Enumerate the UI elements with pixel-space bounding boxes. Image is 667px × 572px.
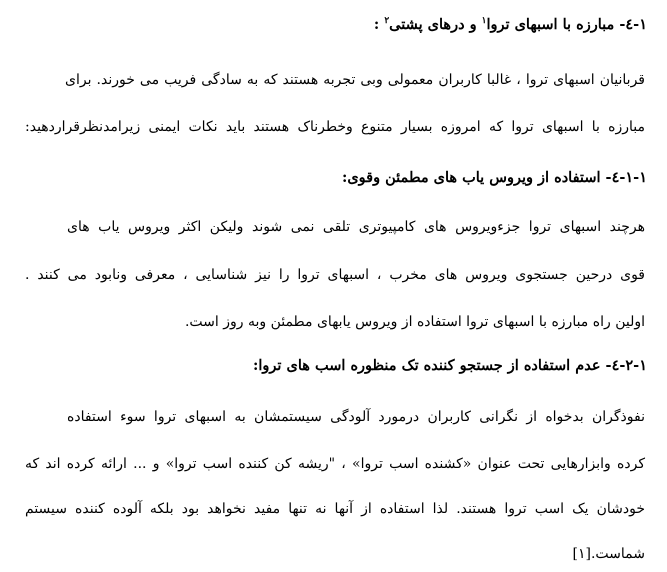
subsection-2-line-1: نفوذگران بدخواه از نگرانی کاربران درمورد آلودگی سیستمشان به اسبهای تروا سوء استفاده [67, 409, 645, 425]
section-heading-part2: و درهای پشتی [389, 16, 482, 33]
subsection-1-heading: ۱-۱-٤- استفاده از ویروس یاب های مطمئن وقوی: [341, 169, 647, 186]
subsection-1-line-2: قوی درحین جستجوی ویروس های مخرب ، اسبهای تروا را نیز شناسایی ، معرفی ونابود می کنند . [25, 267, 645, 283]
section-heading-part3: : [373, 16, 385, 33]
subsection-2-line-4: شماست.[۱] [572, 546, 645, 562]
subsection-2-line-3: خودشان یک اسب تروا هستند. لذا استفاده از آنها نه تنها مفید نخواهد بود بلکه آلوده کننده سیستم [25, 501, 645, 517]
subsection-2-heading: ۲-۱-٤- عدم استفاده از جستجو کننده تک منظوره اسب های تروا: [253, 357, 647, 374]
subsection-1-line-1: هرچند اسبهای تروا جزءویروس های کامپیوتری تلقی نمی شوند ولیکن اکثر ویروس یاب های [67, 219, 645, 235]
intro-line-1: قربانیان اسبهای تروا ، غالبا کاربران معمولی وبی تجربه هستند که به سادگی فریب می خورند. برای [65, 72, 645, 88]
footnote-marker-2: ۲ [384, 16, 390, 27]
subsection-1-line-3: اولین راه مبارزه با اسبهای تروا استفاده از ویروس یابهای مطمئن وبه روز است. [184, 314, 645, 330]
section-heading-part1: ۱-٤- مبارزه با اسبهای تروا [486, 16, 647, 33]
footnote-marker-1: ۱ [481, 16, 487, 27]
intro-line-2: مبارزه با اسبهای تروا که امروزه بسیار متنوع وخطرناک هستند باید نکات ایمنی زیرامدنظرقراردهید: [25, 119, 645, 135]
subsection-2-line-2: کرده وابزارهایی تحت عنوان «کشنده اسب تروا» ، "ریشه کن کننده اسب تروا» و ... ارائه کرده اند که [25, 456, 645, 472]
section-heading [374, 16, 647, 34]
